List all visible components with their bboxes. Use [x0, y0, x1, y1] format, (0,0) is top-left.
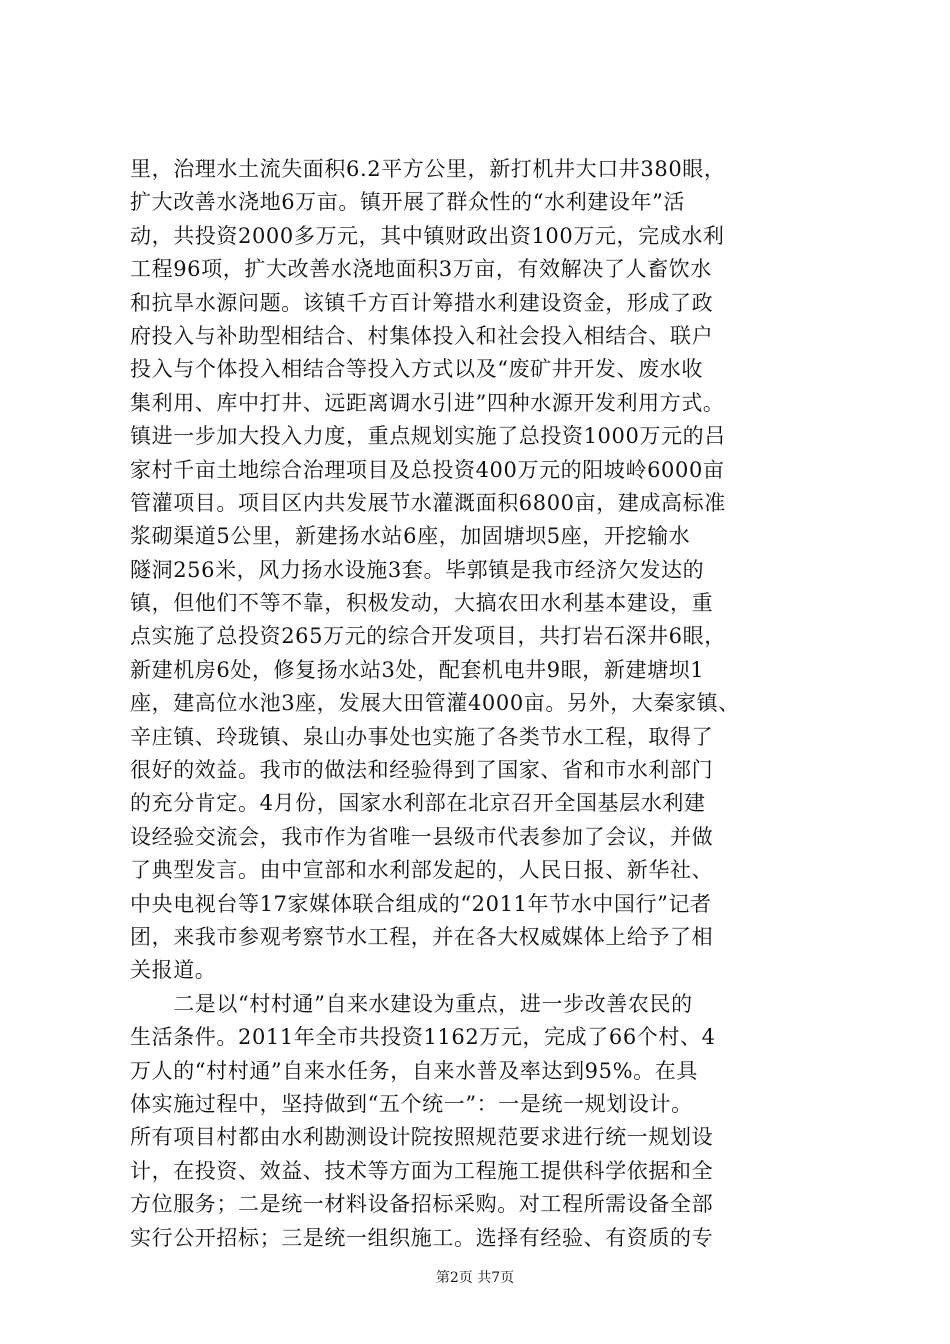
- text-line: 家村千亩土地综合治理项目及总投资400万元的阳坡岭6000亩: [130, 457, 725, 482]
- text-line: 所有项目村都由水利勘测设计院按照规范要求进行统一规划设: [130, 1125, 714, 1150]
- text-line: 万人的“村村通”自来水任务，自来水普及率达到95%。在具: [130, 1058, 698, 1083]
- text-line: 集利用、库中打井、远距离调水引进”四种水源开发利用方式。: [130, 390, 725, 415]
- text-line: 的充分肯定。4月份，国家水利部在北京召开全国基层水利建: [130, 791, 706, 816]
- text-line: 中央电视台等17家媒体联合组成的“2011年节水中国行”记者: [130, 891, 712, 916]
- text-line: 里，治理水土流失面积6.2平方公里，新打机井大口井380眼，: [130, 157, 726, 181]
- text-line: 府投入与补助型相结合、村集体投入和社会投入相结合、联户: [130, 323, 714, 348]
- text-line: 浆砌渠道5公里，新建扬水站6座，加固塘坝5座，开挖输水: [130, 524, 691, 549]
- text-line: 隧洞256米，风力扬水设施3套。毕郭镇是我市经济欠发达的: [130, 557, 705, 582]
- text-line: 动，共投资2000多万元，其中镇财政出资100万元，完成水利: [130, 223, 725, 248]
- text-line: 工程96项，扩大改善水浇地面积3万亩，有效解决了人畜饮水: [130, 257, 712, 282]
- text-line: 镇进一步加大投入力度，重点规划实施了总投资1000万元的吕: [130, 424, 726, 449]
- text-line: 二是以“村村通”自来水建设为重点，进一步改善农民的: [130, 991, 693, 1016]
- text-line: 设经验交流会，我市作为省唯一县级市代表参加了会议，并做: [130, 824, 714, 849]
- body-text: [130, 153, 830, 1255]
- text-line: 镇，但他们不等不靠，积极发动，大搞农田水利基本建设，重: [130, 591, 714, 616]
- text-line: 方位服务；二是统一材料设备招标采购。对工程所需设备全部: [130, 1192, 714, 1217]
- text-line: 了典型发言。由中宣部和水利部发起的，人民日报、新华社、: [130, 858, 714, 883]
- text-line: 生活条件。2011年全市共投资1162万元，完成了66个村、4: [130, 1025, 716, 1050]
- text-line: 座，建高位水池3座，发展大田管灌4000亩。另外，大秦家镇、: [130, 691, 740, 716]
- text-line: 很好的效益。我市的做法和经验得到了国家、省和市水利部门: [130, 758, 714, 783]
- text-line: 辛庄镇、玲珑镇、泉山办事处也实施了各类节水工程，取得了: [130, 724, 714, 749]
- text-line: 实行公开招标；三是统一组织施工。选择有经验、有资质的专: [130, 1225, 714, 1250]
- text-line: 和抗旱水源问题。该镇千方百计筹措水利建设资金，形成了政: [130, 290, 714, 315]
- text-line: 管灌项目。项目区内共发展节水灌溉面积6800亩，建成高标准: [130, 490, 726, 515]
- text-line: 投入与个体投入相结合等投入方式以及“废矿井开发、废水收: [130, 357, 703, 382]
- text-line: 团，来我市参观考察节水工程，并在各大权威媒体上给予了相: [130, 924, 714, 949]
- text-line: 扩大改善水浇地6万亩。镇开展了群众性的“水利建设年”活: [130, 190, 686, 215]
- text-line: 计，在投资、效益、技术等方面为工程施工提供科学依据和全: [130, 1158, 714, 1183]
- text-line: 体实施过程中，坚持做到“五个统一”：一是统一规划设计。: [130, 1091, 693, 1116]
- text-line: 新建机房6处，修复扬水站3处，配套机电井9眼，新建塘坝1: [130, 657, 705, 682]
- page-footer: 第2页 共7页: [435, 1270, 515, 1286]
- text-line: 点实施了总投资265万元的综合开发项目，共打岩石深井6眼，: [130, 624, 726, 649]
- text-line: 关报道。: [130, 958, 217, 983]
